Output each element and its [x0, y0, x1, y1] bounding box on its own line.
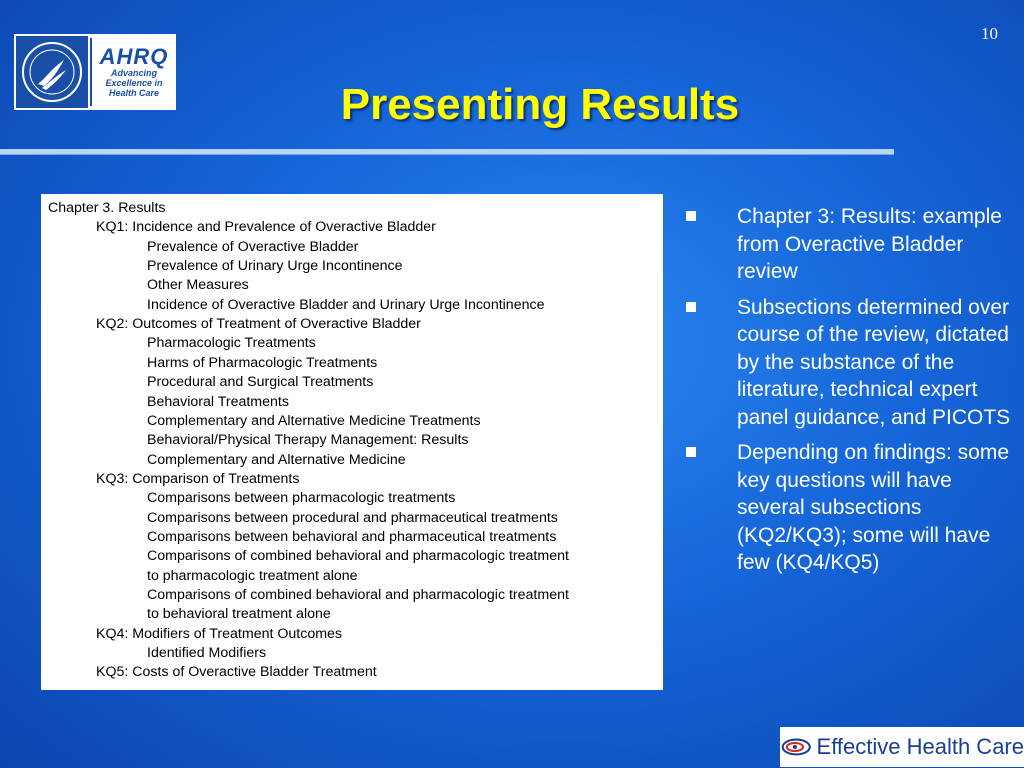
bullet-item — [686, 294, 1018, 432]
toc-line-level-2: Prevalence of Urinary Urge Incontinence — [147, 258, 403, 275]
toc-line-level-2: to behavioral treatment alone — [147, 606, 331, 623]
toc-line-level-2: Comparisons between procedural and pharmaceutical treatments — [147, 509, 558, 526]
ehc-swirl-icon — [780, 729, 813, 765]
toc-line-level-2: Comparisons of combined behavioral and pharmacologic treatment — [147, 548, 569, 565]
toc-line-level-2: Complementary and Alternative Medicine — [147, 451, 406, 468]
toc-line-level-2: Prevalence of Overactive Bladder — [147, 238, 359, 255]
toc-line-level-2: to pharmacologic treatment alone — [147, 567, 358, 584]
toc-line-level-1: KQ1: Incidence and Prevalence of Overactive Bladder — [96, 219, 436, 236]
bullet-square-icon — [686, 447, 696, 457]
toc-panel — [41, 194, 663, 690]
bullet-text: Chapter 3: Results: example from Overactive Bladder review — [737, 205, 1002, 283]
toc-line-level-2: Comparisons of combined behavioral and pharmacologic treatment — [147, 587, 569, 603]
toc-line-level-1: KQ3: Comparison of Treatments — [96, 470, 300, 487]
toc-line-level-2: Pharmacologic Treatments — [147, 335, 316, 352]
toc-line-level-2: Incidence of Overactive Bladder and Urinary Urge Incontinence — [147, 296, 545, 313]
toc-line-level-1: KQ5: Costs of Overactive Bladder Treatment — [96, 664, 377, 681]
toc-line-level-2: Complementary and Alternative Medicine Treatments — [147, 412, 481, 429]
toc-line-level-2: Harms of Pharmacologic Treatments — [147, 354, 378, 371]
bullet-list — [686, 203, 1018, 585]
toc-line-level-0: Chapter 3. Results — [48, 200, 166, 216]
toc-line-level-1: KQ4: Modifiers of Treatment Outcomes — [96, 625, 343, 642]
bullet-square-icon — [686, 302, 696, 312]
ahrq-tagline-1: Advancing — [110, 68, 157, 78]
toc-line-level-1: KQ2: Outcomes of Treatment of Overactive Bladder — [96, 316, 421, 333]
slide-title: Presenting Results — [340, 80, 740, 129]
bullet-square-icon — [686, 211, 696, 221]
page-number: 10 — [981, 24, 998, 43]
bullet-text: Depending on findings: some key questions will have several subsections (KQ2/KQ3); some will have few (KQ4/KQ5) — [737, 441, 1010, 574]
ehc-wordmark: Effective Health Care — [816, 734, 1024, 759]
bullet-item — [686, 203, 1018, 286]
toc-line-level-2: Comparisons between behavioral and pharmaceutical treatments — [147, 528, 557, 545]
toc-line-level-2: Comparisons between pharmacologic treatments — [147, 490, 456, 507]
toc-line-level-2: Procedural and Surgical Treatments — [147, 374, 374, 391]
ahrq-tagline-2: Excellence in — [105, 78, 163, 88]
toc-line-level-2: Identified Modifiers — [147, 645, 267, 662]
bullet-item — [686, 439, 1018, 577]
ahrq-tagline-3: Health Care — [108, 88, 160, 98]
ahrq-wordmark: AHRQ — [99, 44, 169, 69]
effective-health-care-logo — [780, 727, 1024, 767]
title-divider — [0, 149, 894, 155]
bullet-text: Subsections determined over course of the review, dictated by the substance of the literature, technical expert panel guidance, and PICOTS — [737, 295, 1011, 429]
toc-line-level-2: Behavioral/Physical Therapy Management: Results — [147, 432, 469, 449]
toc-line-level-2: Behavioral Treatments — [147, 393, 289, 410]
toc-line-level-2: Other Measures — [147, 277, 249, 294]
